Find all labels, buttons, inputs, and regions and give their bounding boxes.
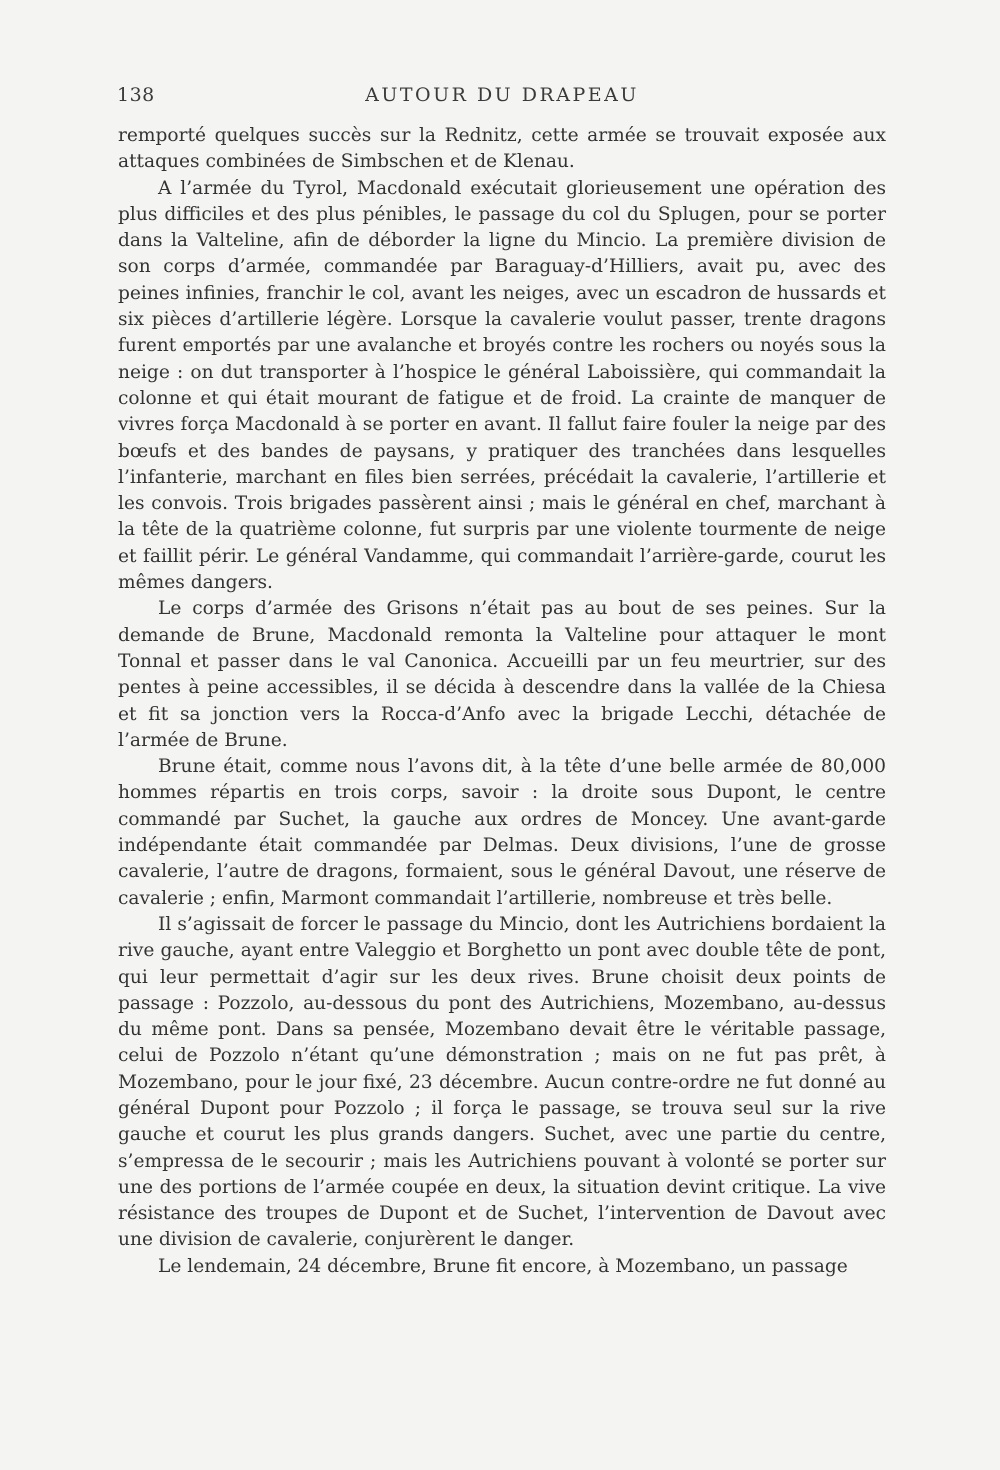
paragraph-mincio-passage: Il s’agissait de forcer le passage du Mincio, dont les Autrichiens bordaient la rive gauche, ayant entre Valeggio et Borghetto un pont avec double tête de pont, qui leur permettait d’agir sur les deux rives. Brune choisit deux points de passage : Pozzolo, au-dessous du pont des Autrichiens, Mozembano, au-dessus du même pont. Dans sa pensée, Mozembano devait être le véritable passage, celui de Pozzolo n’étant qu’une démonstration ; mais on ne fut pas prêt, à Mozembano, pour le jour fixé, 23 décembre. Aucun contre-ordre ne fut donné au général Dupont pour Pozzolo ; il força le passage, se trouva seul sur la rive gauche et courut les plus grands dangers. Suchet, avec une partie du centre, s’empressa de le secourir ; mais les Autrichiens pouvant à volonté se porter sur une des portions de l’armée coupée en deux, la situation devint critique. La vive résistance des troupes de Dupont et de Suchet, l’intervention de Davout avec une division de cavalerie, conjurèrent le danger. [118, 913, 886, 1251]
paragraph-continuation: remporté quelques succès sur la Rednitz, cette armée se trouvait exposée aux attaques combinées de Simbschen et de Klenau. [118, 125, 886, 173]
running-title: AUTOUR DU DRAPEAU [365, 84, 639, 106]
paragraph-grisons: Le corps d’armée des Grisons n’était pas au bout de ses peines. Sur la demande de Brune, Macdonald remonta la Valteline pour attaquer le mont Tonnal et passer dans le val Canonica. Accueilli par un feu meurtrier, sur des pentes à peine accessibles, il se décida à descendre dans la vallée de la Chiesa et fit sa jonction vers la Rocca-d’Anfo avec la brigade Lecchi, détachée de l’armée de Brune. [118, 598, 886, 751]
paragraph-next-day: Le lendemain, 24 décembre, Brune fit encore, à Mozembano, un passage [158, 1255, 848, 1277]
page-number: 138 [117, 84, 155, 106]
paragraph-brune-army: Brune était, comme nous l’avons dit, à la tête d’une belle armée de 80,000 hommes répartis en trois corps, savoir : la droite sous Dupont, le centre commandé par Suchet, la gauche aux ordres de Moncey. Une avant-garde indépendante était commandée par Delmas. Deux divisions, l’une de grosse cavalerie, l’autre de dragons, formaient, sous le général Davout, une réserve de cavalerie ; enfin, Marmont commandait l’artillerie, nombreuse et très belle. [118, 756, 886, 909]
page-header [117, 84, 887, 114]
paragraph-tyrol: A l’armée du Tyrol, Macdonald exécutait glorieusement une opération des plus difficiles et des plus pénibles, le passage du col du Splugen, pour se porter dans la Valteline, afin de déborder la ligne du Mincio. La première division de son corps d’armée, commandée par Baraguay-d’Hilliers, avait pu, avec des peines infinies, franchir le col, avant les neiges, avec un escadron de hussards et six pièces d’artillerie légère. Lorsque la cavalerie voulut passer, trente dragons furent emportés par une avalanche et broyés contre les rochers ou noyés sous la neige : on dut transporter à l’hospice le général Laboissière, qui commandait la colonne et qui était mourant de fatigue et de froid. La crainte de manquer de vivres força Macdonald à se porter en avant. Il fallut faire fouler la neige par des bœufs et des bandes de paysans, y pratiquer des tranchées dans lesquelles l’infanterie, marchant en files bien serrées, précédait la cavalerie, l’artillerie et les convois. Trois brigades passèrent ainsi ; mais le général en chef, marchant à la tête de la quatrième colonne, fut surpris par une violente tourmente de neige et faillit périr. Le général Vandamme, qui commandait l’arrière-garde, courut les mêmes dangers. [118, 177, 886, 594]
body-text [118, 123, 886, 1280]
